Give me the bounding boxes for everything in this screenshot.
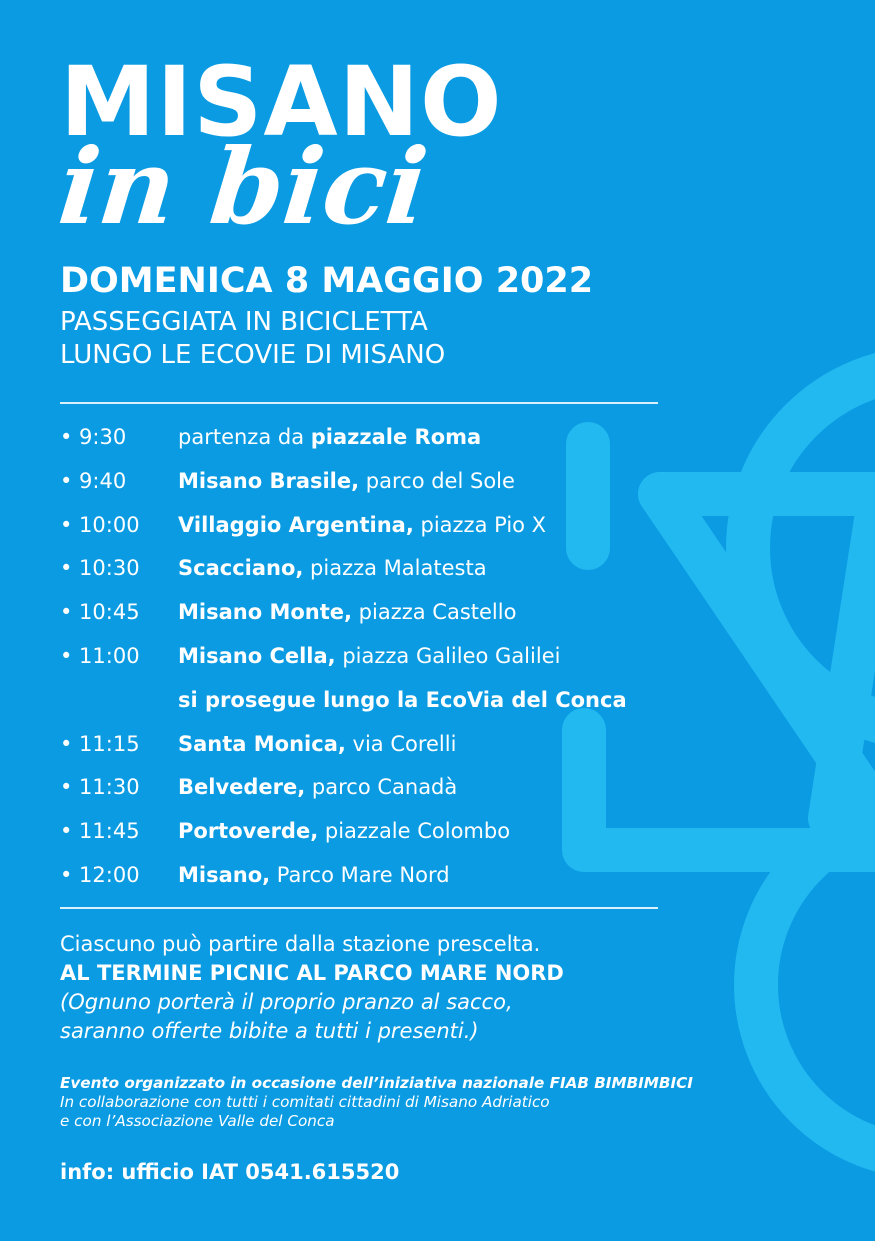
schedule-place: Scacciano, piazza Malatesta (178, 556, 487, 581)
schedule-row (60, 460, 700, 504)
note-line: AL TERMINE PICNIC AL PARCO MARE NORD (60, 961, 564, 985)
schedule-place: Villaggio Argentina, piazza Pio X (178, 512, 547, 537)
schedule-place: Belvedere, parco Canadà (178, 775, 458, 800)
schedule-time: • 10:30 (60, 556, 140, 581)
schedule-place: Santa Monica, via Corelli (178, 731, 457, 756)
title: MISANO (60, 46, 503, 158)
schedule-place: Misano Monte, piazza Castello (178, 600, 517, 625)
schedule-row (60, 810, 700, 854)
divider (60, 402, 658, 404)
schedule-row (60, 635, 700, 679)
schedule-row (60, 547, 700, 591)
event-description (60, 306, 445, 372)
schedule-place: si prosegue lungo la EcoVia del Conca (178, 687, 627, 712)
schedule-note (60, 679, 700, 723)
schedule-time: • 11:00 (60, 643, 140, 668)
schedule-time: • 12:00 (60, 862, 140, 887)
note-line: Ciascuno può partire dalla stazione prescelta. (60, 932, 541, 956)
schedule-row (60, 723, 700, 767)
credits-line: In collaborazione con tutti i comitati cittadini di Misano Adriatico (60, 1093, 550, 1111)
description-line: PASSEGGIATA IN BICICLETTA (60, 307, 428, 337)
schedule-time: • 10:45 (60, 600, 140, 625)
schedule-time: • 11:15 (60, 731, 140, 756)
schedule-place: Misano Brasile, parco del Sole (178, 468, 515, 493)
credits-line: Evento organizzato in occasione dell’iniziativa nazionale FIAB BIMBIMBICI (60, 1074, 693, 1092)
schedule-list (60, 416, 700, 898)
schedule-time: • 10:00 (60, 512, 140, 537)
note-line: (Ognuno porterà il proprio pranzo al sacco, (60, 990, 513, 1014)
schedule-time: • 11:30 (60, 775, 140, 800)
title-script: in bici (53, 125, 433, 248)
divider (60, 907, 658, 909)
schedule-row (60, 854, 700, 898)
schedule-place: Misano Cella, piazza Galileo Galilei (178, 643, 561, 668)
description-line: LUNGO LE ECOVIE DI MISANO (60, 340, 446, 370)
event-notes (60, 930, 564, 1046)
schedule-row (60, 591, 700, 635)
schedule-row (60, 766, 700, 810)
schedule-row (60, 504, 700, 548)
schedule-row (60, 416, 700, 460)
schedule-place: Misano, Parco Mare Nord (178, 862, 450, 887)
schedule-time: • 9:40 (60, 468, 127, 493)
credits (60, 1074, 693, 1131)
schedule-time: • 9:30 (60, 425, 127, 449)
event-date: DOMENICA 8 MAGGIO 2022 (60, 261, 594, 301)
schedule-place: partenza da piazzale Roma (178, 425, 482, 449)
schedule-place: Portoverde, piazzale Colombo (178, 819, 511, 844)
credits-line: e con l’Associazione Valle del Conca (60, 1112, 335, 1130)
note-line: saranno offerte bibite a tutti i presenti.) (60, 1019, 479, 1043)
schedule-time: • 11:45 (60, 819, 140, 844)
info-contact: info: ufficio IAT 0541.615520 (60, 1160, 400, 1184)
